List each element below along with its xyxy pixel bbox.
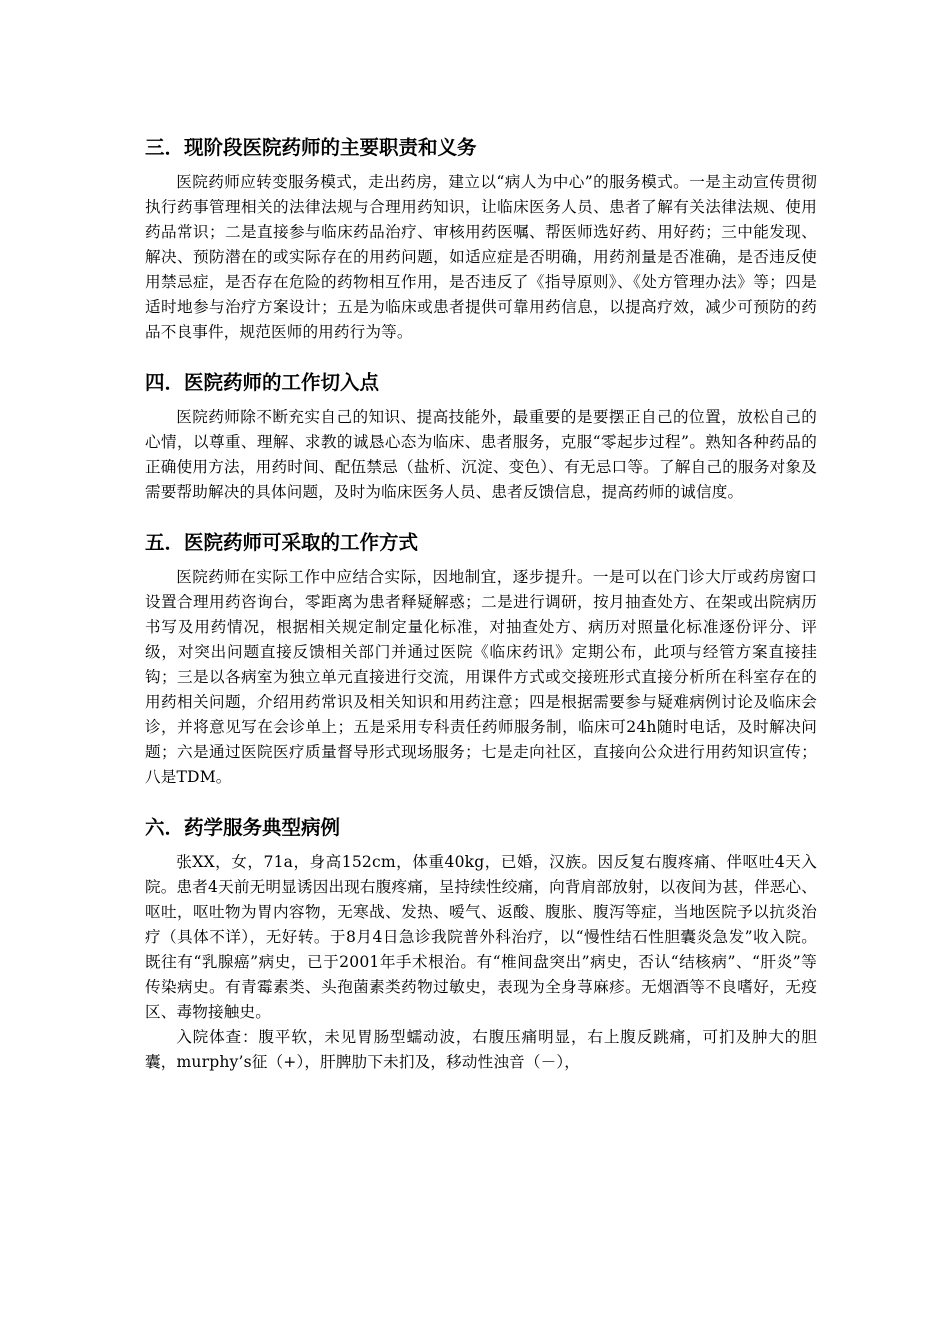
section-paragraph: 医院药师应转变服务模式，走出药房，建立以“病人为中心”的服务模式。一是主动宣传贯彻执行药事管理相关的法律法规与合理用药知识，让临床医务人员、患者了解有关法律法规、使用药品常识；二是直接参与临床药品治疗、审核用药医嘱、帮医师选好药、用好药；三中能发现、解决、预防潜在的或实际存在的用药问题，如适应症是否明确，用药剂量是否准确，是否违反使用禁忌症，是否存在危险的药物相互作用，是否违反了《指导原则》、《处方管理办法》等；四是适时地参与治疗方案设计；五是为临床或患者提供可靠用药信息，以提高疗效，减少可预防的药品不良事件，规范医师的用药行为等。 [145,173,817,341]
document-page [145,132,817,1097]
section-heading: 五．医院药师可采取的工作方式 [145,531,419,554]
section-paragraph: 入院体查：腹平软，未见胃肠型蠕动波，右腹压痛明显，右上腹反跳痛，可扪及肿大的胆囊，murphy’s征（+），肝脾肋下未扪及，移动性浊音（－）， [145,1028,817,1071]
section-heading: 四．医院药师的工作切入点 [145,371,380,394]
section-heading: 六．药学服务典型病例 [145,816,341,839]
section-paragraph: 张XX，女，71a，身高152cm，体重40kg，已婚，汉族。因反复右腹疼痛、伴呕吐4天入院。患者4天前无明显诱因出现右腹疼痛，呈持续性绞痛，向背肩部放射，以夜间为甚，伴恶心、呕吐，呕吐物为胃内容物，无寒战、发热、嗳气、返酸、腹胀、腹泻等症，当地医院予以抗炎治疗（具体不详），无好转。于8月4日急诊我院普外科治疗，以“慢性结石性胆囊炎急发”收入院。既往有“乳腺癌”病史，已于2001年手术根治。有“椎间盘突出”病史，否认“结核病”、“肝炎”等传染病史。有青霉素类、头孢菌素类药物过敏史，表现为全身荨麻疹。无烟酒等不良嗜好，无疫区、毒物接触史。 [145,853,817,1021]
section-paragraph: 医院药师除不断充实自己的知识、提高技能外，最重要的是要摆正自己的位置，放松自己的心情，以尊重、理解、求教的诚恳心态为临床、患者服务，克服“零起步过程”。熟知各种药品的正确使用方法，用药时间、配伍禁忌（盐析、沉淀、变色）、有无忌口等。了解自己的服务对象及需要帮助解决的具体问题，及时为临床医务人员、患者反馈信息，提高药师的诚信度。 [145,408,817,501]
section-duties [145,132,817,345]
section-heading: 三．现阶段医院药师的主要职责和义务 [145,136,477,159]
section-entry-points [145,367,817,505]
section-work-methods [145,527,817,790]
section-paragraph: 医院药师在实际工作中应结合实际，因地制宜，逐步提升。一是可以在门诊大厅或药房窗口设置合理用药咨询台，零距离为患者释疑解惑；二是进行调研，按月抽查处方、在架或出院病历书写及用药情况，根据相关规定制定量化标准，对抽查处方、病历对照量化标准逐份评分、评级，对突出问题直接反馈相关部门并通过医院《临床药讯》定期公布，此项与经管方案直接挂钩；三是以各病室为独立单元直接进行交流，用课件方式或交接班形式直接分析所在科室存在的用药相关问题，介绍用药常识及相关知识和用药注意；四是根据需要参与疑难病例讨论及临床会诊，并将意见写在会诊单上；五是采用专科责任药师服务制，临床可24h随时电话，及时解决问题；六是通过医院医疗质量督导形式现场服务；七是走向社区，直接向公众进行用药知识宣传；八是TDM。 [145,568,817,786]
section-case-study [145,812,817,1075]
